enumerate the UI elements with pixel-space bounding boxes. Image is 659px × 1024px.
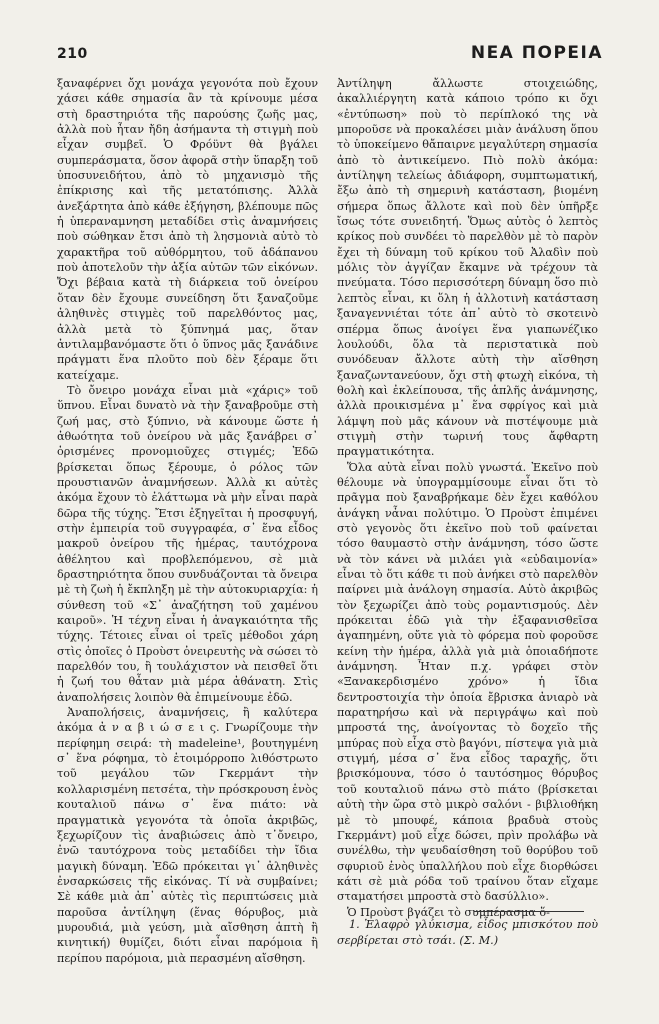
paragraph: Ἀναπολήσεις, ἀναμνήσεις, ἢ καλύτερα ἀκόμα ἀ ν α β ι ώ σ ε ι ς. Γνωρίζουμε τὴν περίφημη σειρά: τὴ madeleine¹, βουτηγμένη σ᾽ ἕνα ρόφημα, τὸ ἑτοιμόρροπο λιθόστρωτο τοῦ μεγάλου τῶν Γκερμάντ τὴν κολλαρισμένη πετσέτα, τὴν πρόσκρουση ἑνὸς κουταλιοῦ πάνω σ᾽ ἕνα πιάτο: νὰ πραγματικὰ γεγονότα τὰ ὁποῖα ἀκριβῶς, ξεχωρίζουν τὶς ἀναβιώσεις ἀπὸ τ᾽ὄνειρο, ἐνῶ ταυτόχρονα τοὺς μεταδίδει τὴν ἴδια μαγικὴ δύναμη. Ἐδῶ πρόκειται γι᾽ ἀληθινὲς ἐνσαρκώσεις τῆς εἰκόνας. Τί νὰ συμβαίνει; Σὲ κάθε μιὰ ἀπ᾽ αὐτὲς τὶς περιπτώσεις μιὰ παροῦσα ἀντίληψη (ἕνας θόρυβος, μιὰ μυρουδιά, μιὰ γεύση, μιὰ αἴσθηση ἁπτὴ ἢ κινητική) θυμίζει, διότι εἶναι παρόμοια ἢ περίπου παρόμοια, μιὰ περασμένη αἴσθηση. <box>57 706 318 965</box>
footnote-text: 1. Ἐλαφρὸ γλύκισμα, εἶδος μπισκότου ποὺ σερβίρεται στὸ τσάι. (Σ. Μ.) <box>337 918 598 947</box>
page-header <box>57 42 603 68</box>
paragraph: Ὁ Προὺστ βγάζει τὸ συμπέρασμα ὅ- <box>347 905 550 919</box>
paragraph: ξαναφέρνει ὄχι μονάχα γεγονότα ποὺ ἔχουν χάσει κάθε σημασία ἂν τὰ κρίνουμε μέσα στὴ δραστηριότα τῆς παρούσης ζωῆς μας, ἀλλὰ ποὺ ἦταν ἤδη ἀσήμαντα τὴ στιγμὴ ποὺ εἶχαν συμβεῖ. Ὁ Φρόϋντ θὰ βγάλει συμπεράσματα, ὅσον ἀφορᾶ στὴν ὕπαρξη τοῦ ὑποσυνειδήτου, ἀπὸ τὸ μηχανισμὸ τῆς ἐπίκρισης καὶ τῆς μετατόπισης. Ἀλλὰ ἀνεξάρτητα ἀπὸ κάθε ἐξήγηση, βλέπουμε πῶς ἡ ὑπεραναμνηση μεταδίδει στὶς ἀναμνήσεις ποὺ σώθηκαν ἔτσι ἀπὸ τὴ λησμονιὰ αὐτὸ τὸ χαρακτῆρα τοῦ αὐθόρμητου, τοῦ ἀδάπανου ποὺ ἀποτελοῦν τὴν ἀξία αὐτῶν τῶν εἰκόνων. Ὄχι βέβαια κατὰ τὴ διάρκεια τοῦ ὀνείρου ὅταν δὲν ἔχουμε συνείδηση ὅτι ξαναζοῦμε ἀληθινὲς στιγμὲς τοῦ παρελθόντος μας, ἀλλὰ μετὰ τὸ ξύπνημά μας, ὅταν ἀντιλαμβανόμαστε ὅτι ὁ ὕπνος μᾶς ξανάδινε πράγματι ἕνα πλοῦτο ποὺ δὲν ξέραμε ὅτι κατείχαμε. <box>57 77 318 382</box>
paragraph: Τὸ ὄνειρο μονάχα εἶναι μιὰ «χάρις» τοῦ ὕπνου. Εἶναι δυνατὸ νὰ τὴν ξαναβροῦμε στὴ ζωή μας, στὸ ξύπνιο, νὰ κάνουμε ὥστε ἡ ἀθωότητα τοῦ ὀνείρου νὰ μᾶς ξανάβρει σ᾽ ὁρισμένες προνομιοῦχες στιγμές; Ἐδῶ βρίσκεται ὅπως ξέρουμε, ὁ ρόλος τῶν προυστιανῶν ἀναμνήσεων. Ἀλλὰ κι αὐτὲς ἀκόμα ἔχουν τὸ ἐλάττωμα νὰ μὴν εἶναι παρὰ δῶρα τῆς τύχης. Ἔτσι ἐξηγεῖται ἡ προσφυγή, στὴν ἐμπειρία τοῦ συγγραφέα, σ᾽ ἕνα εἶδος μακροῦ ὀνείρου τῆς ἡμέρας, ταυτόχρονα ἀθέλητου καὶ προβλεπόμενου, σὲ μιὰ δραστηριότητα ὅπου συνδυάζονται τὰ ὄνειρα μὲ τὴ ζωὴ ἡ ἔκπληξη μὲ τὴν αὐτοκυριαρχία: ἡ σύνθεση τοῦ «Σ᾽ ἀναζήτηση τοῦ χαμένου καιροῦ». Ἡ τέχνη εἶναι ἡ ἀναγκαιότητα τῆς τύχης. Τέτοιες εἶναι οἱ τρεῖς μέθοδοι χάρη στὶς ὁποῖες ὁ Προὺστ ὀνειρευτὴς νὰ σώσει τὸ παρελθόν του, ἢ τουλάχιστον νὰ πεισθεῖ ὅτι ἡ ζωή του θἆταν μιὰ μέρα ἀθάνατη. Στὶς ἀναπολήσεις λοιπὸν θὰ ἐπιμείνουμε ἐδῶ. <box>57 383 318 704</box>
right-column <box>337 76 598 919</box>
left-column <box>57 76 318 965</box>
page-number: 210 <box>57 46 88 62</box>
journal-title: ΝΕΑ ΠΟΡΕΙΑ <box>470 43 603 63</box>
footnote-rule <box>474 911 584 912</box>
footnote <box>337 917 598 948</box>
paragraph: Ἀντίληψη ἄλλωστε στοιχειώδης, ἀκαλλιέργητη κατὰ κάποιο τρόπο κι ὄχι «ἐντύπωση» ποὺ τὸ περίπλοκό της νὰ μποροῦσε νὰ προκαλέσει μιὰν ἀνάλυση ὅπου τὸ ὑποκείμενο θἄπαιρνε μεγαλύτερη σημασία ἀπὸ τὸ ἀντικείμενο. Πιὸ πολὺ ἀκόμα: ἀντίληψη τελείως ἀδιάφορη, συμπτωματική, ἔξω ἀπὸ τὴ σημερινὴ κατάσταση, βιομένη σήμερα ὅπως ἄλλοτε καὶ ποὺ δὲν ὑπῆρξε ἴσως τότε συνειδητή. Ὅμως αὐτὸς ὁ λεπτὸς κρίκος ποὺ συνδέει τὸ παρελθὸν μὲ τὸ παρὸν ἔχει τὴ δύναμη τοῦ κρίκου τοῦ Ἀλαδὶν ποὺ μόλις τὸν ἀγγίζαν ἔκαμνε νὰ τρέχουν τὰ πνεύματα. Τόσο περισσότερη δύναμη ὅσο πιὸ λεπτὸς εἶναι, κι ὅλη ἡ ἀλλοτινὴ κατάσταση ξαναγεννιέται τότε ἀπ᾽ αὐτὸ τὸ σκοτεινὸ σπέρμα ὅπως ἀνοίγει ἕνα γιαπωνέζικο λουλούδι, ὅλα τὰ περιστατικὰ ποὺ συνόδευαν ἄλλοτε αὐτὴ τὴν αἴσθηση ξαναζωντανεύουν, ὄχι στὴ φτωχὴ εἰκόνα, τὴ θολὴ καὶ ἐκλείπουσα, τῆς ἁπλῆς ἀνάμνησης, ἀλλὰ προικισμένα μ᾽ ἕνα σφρίγος καὶ μιὰ λάμψη ποὺ μᾶς κάνουν νὰ πιστέψουμε μιὰ στιγμὴ στὴν τωρινή τους ἄφθαρτη πραγματικότητα. <box>337 77 598 459</box>
paragraph: Ὅλα αὐτὰ εἶναι πολὺ γνωστά. Ἐκεῖνο ποὺ θέλουμε νὰ ὑπογραμμίσουμε εἶναι ὅτι τὸ πρᾶγμα ποὺ ξαναβρήκαμε δὲν ἔχει καθόλου ἀνάγκη νἆναι πολύτιμο. Ὁ Προὺστ ἐπιμένει στὸ γεγονὸς ὅτι ἐκεῖνο ποὺ τοῦ φαίνεται τόσο θαυμαστὸ στὴν ἀνάμνηση, τόσο ὥστε νὰ τὸν κάνει νὰ μιλάει γιὰ «εὐδαιμονία» εἶναι τὸ ὅτι κάθε τι ποὺ ἀνήκει στὸ παρελθὸν παίρνει μιὰ ἀνάλογη σημασία. Αὐτὸ ἀκριβῶς τὸν ξεχωρίζει ἀπὸ τοὺς ρομαντισμούς. Δὲν πρόκειται ἐδῶ γιὰ τὴν ἐξαφανισθεῖσα ἀγαπημένη, οὔτε γιὰ τὸ φόρεμα ποὺ φοροῦσε κείνη τὴν ἡμέρα, ἀλλὰ γιὰ μιὰ ὁποιαδήποτε ἀνάμνηση. Ἦταν π.χ. γράφει στὸν «Ξανακερδισμένο χρόνο» ἡ ἴδια δεντροστοιχία τὴν ὁποία ἔβρισκα ἀνιαρὸ νὰ παρατηρήσω καὶ νὰ περιγράψω καὶ ποὺ μπροστά της, ἀνοίγοντας τὸ δοχεῖο τῆς μπύρας ποὺ εἶχα στὸ βαγόνι, πίστεψα γιὰ μιὰ στιγμή, μέσα σ᾽ ἕνα εἶδος ταραχῆς, ὅτι βρισκόμουνα, τόσο ὁ ταυτόσημος θόρυβος τοῦ κουταλιοῦ πάνω στὸ πιάτο (βρίσκεται αὐτὴ τὴν ὥρα στὸ μικρὸ σαλόνι - βιβλιοθήκη μὲ τὸ μπουφέ, κάποια βραδυὰ στοὺς Γκερμάντ) μοῦ εἶχε δώσει, πρὶν προλάβω νὰ συνέλθω, τὴν ψευδαίσθηση τοῦ θορύβου τοῦ σφυριοῦ ἑνὸς ὑπαλλήλου ποὺ εἶχε διορθώσει κάτι σὲ μιὰ ρόδα τοῦ τραίνου ὅταν εἴχαμε σταματήσει μπροστὰ στὸ δασύλλιο». <box>337 460 598 904</box>
